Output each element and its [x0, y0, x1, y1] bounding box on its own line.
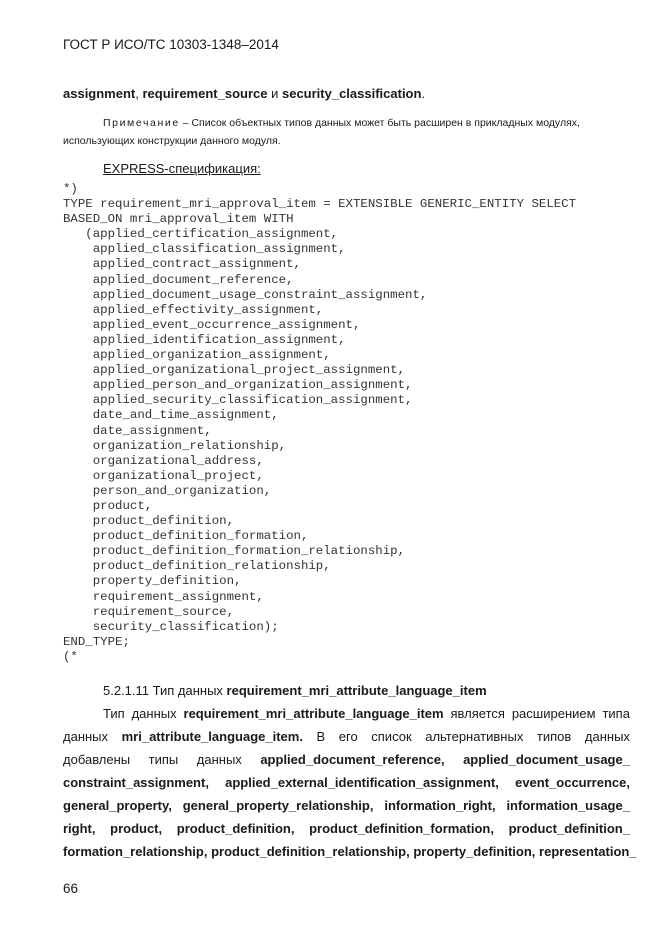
type-name: general_property_relationship,: [182, 798, 374, 813]
type-name: formation_relationship,: [63, 844, 208, 859]
type-name: representation_: [539, 844, 637, 859]
type-name: applied_external_identification_assignment,: [225, 775, 499, 790]
type-name: applied_document_usage_: [463, 752, 630, 767]
document-header: ГОСТ Р ИСО/ТС 10303-1348–2014: [63, 37, 279, 52]
type-name: product,: [110, 821, 163, 836]
note-line-2: использующих конструкции данного модуля.: [63, 135, 281, 147]
type-name: information_usage_: [506, 798, 630, 813]
type-name: property_definition,: [413, 844, 536, 859]
note-label: Примечание: [103, 117, 180, 129]
word: альтернативных: [425, 729, 524, 744]
paragraph-line-6: [63, 821, 630, 836]
type-name: product_definition_relationship,: [211, 844, 410, 859]
word: Тип: [103, 706, 125, 721]
word: добавлены: [63, 752, 131, 767]
type-name: product_definition,: [176, 821, 295, 836]
term-assignment: assignment: [63, 86, 136, 101]
word: В: [316, 729, 326, 744]
type-name: general_property,: [63, 798, 172, 813]
paragraph-line-7: [63, 844, 637, 859]
express-heading: EXPRESS-спецификация:: [103, 161, 261, 176]
type-name: right,: [63, 821, 96, 836]
intro-sep-1: ,: [135, 86, 143, 101]
section-heading: [63, 683, 487, 698]
type-name: event_occurrence,: [515, 775, 630, 790]
paragraph-line-3: [63, 752, 630, 767]
term-security-classification: security_classification: [281, 86, 422, 101]
term-requirement-source: requirement_source: [142, 86, 268, 101]
intro-line: [63, 86, 425, 101]
express-code-block: *) TYPE requirement_mri_approval_item = EXTENSIBLE GENERIC_ENTITY SELECT BASED_ON mri_approval_item WITH (applied_certification_assignment, applied_classification_assignment, applied_contract_assignment, applied_document_reference, applied_document_usage_constraint_assignment, applied_effectivity_assignment, applied_event_occurrence_assignment, applied_identification_assignment, applied_organization_assignment, applied_organizational_project_assignment, applied_person_and_organization_assignment, applied_security_classification_assignment, date_and_time_assignment, date_assignment, organization_relationship, organizational_address, organizational_project, person_and_organization, product, product_definition, product_definition_formation, product_definition_formation_relationship, product_definition_relationship, property_definition, requirement_assignment, requirement_source, security_classification); END_TYPE; (*: [63, 182, 577, 664]
paragraph-line-2: [63, 729, 630, 744]
word: данных: [131, 706, 177, 721]
word: список: [371, 729, 412, 744]
word: данных: [584, 729, 630, 744]
paragraph-line-5: [63, 798, 630, 813]
type-name: applied_document_reference,: [260, 752, 445, 767]
paragraph-line-1: [103, 706, 630, 721]
word: является: [450, 706, 505, 721]
word: типы: [148, 752, 179, 767]
word: данных: [196, 752, 242, 767]
note-text-1: – Список объектных типов данных может быть расширен в прикладных модулях,: [179, 117, 580, 129]
word: типа: [602, 706, 630, 721]
note-line-1: [103, 117, 580, 129]
section-type-name: requirement_mri_attribute_language_item: [226, 683, 487, 698]
intro-sep-2: и: [267, 86, 282, 101]
word: типов: [536, 729, 572, 744]
word: его: [338, 729, 358, 744]
type-name: constraint_assignment,: [63, 775, 209, 790]
paragraph-line-4: [63, 775, 630, 790]
word: данных: [63, 729, 109, 744]
word: расширением: [511, 706, 596, 721]
type-name: product_definition_formation,: [309, 821, 494, 836]
type-name: information_right,: [384, 798, 496, 813]
type-name: requirement_mri_attribute_language_item: [183, 706, 444, 721]
type-name: mri_attribute_language_item.: [121, 729, 303, 744]
section-number: 5.2.1.11 Тип данных: [103, 683, 227, 698]
page-number: 66: [63, 881, 79, 896]
type-name: product_definition_: [508, 821, 630, 836]
intro-sep-3: .: [421, 86, 426, 101]
